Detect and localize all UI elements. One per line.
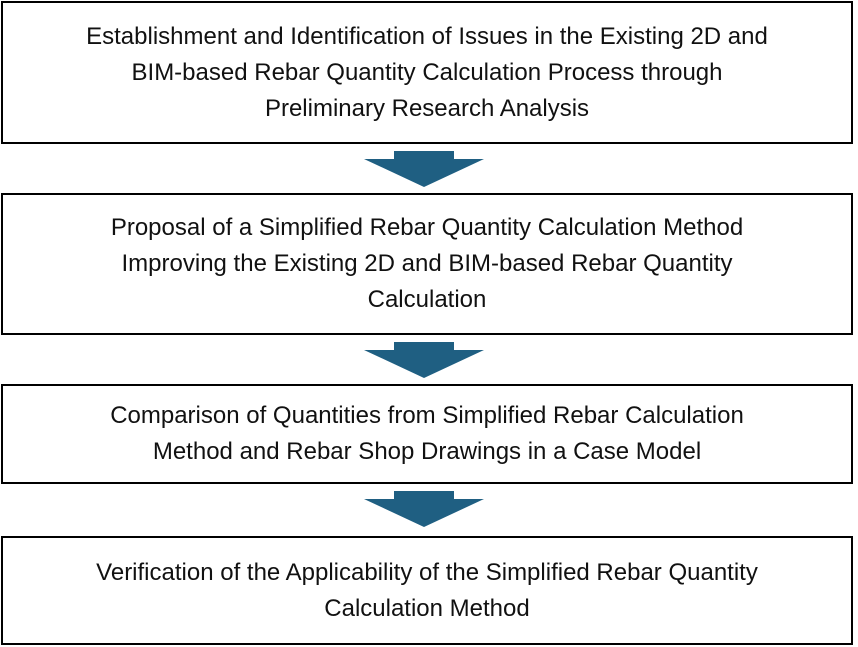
step-box-4 bbox=[1, 536, 853, 645]
step-box-3 bbox=[1, 384, 853, 484]
down-arrow-icon bbox=[364, 151, 484, 187]
step-1-line-1: Establishment and Identification of Issues in the Existing 2D and bbox=[86, 22, 768, 50]
step-2-line-1: Proposal of a Simplified Rebar Quantity Calculation Method bbox=[110, 214, 744, 241]
step-1-line-3: Preliminary Research Analysis bbox=[264, 94, 590, 122]
step-1-line-2: BIM-based Rebar Quantity Calculation Process through bbox=[131, 58, 723, 86]
step-box-1 bbox=[1, 1, 853, 144]
down-arrow-icon bbox=[364, 342, 484, 378]
step-4-line-1: Verification of the Applicability of the Simplified Rebar Quantity bbox=[96, 558, 758, 586]
step-3-line-1: Comparison of Quantities from Simplified Rebar Calculation bbox=[110, 402, 744, 429]
step-3-line-2: Method and Rebar Shop Drawings in a Case Model bbox=[152, 438, 702, 465]
step-2-line-3: Calculation bbox=[367, 286, 487, 313]
step-4-line-2: Calculation Method bbox=[324, 594, 530, 622]
step-box-2 bbox=[1, 193, 853, 335]
down-arrow-icon bbox=[364, 491, 484, 527]
step-2-line-2: Improving the Existing 2D and BIM-based Rebar Quantity bbox=[121, 250, 733, 277]
